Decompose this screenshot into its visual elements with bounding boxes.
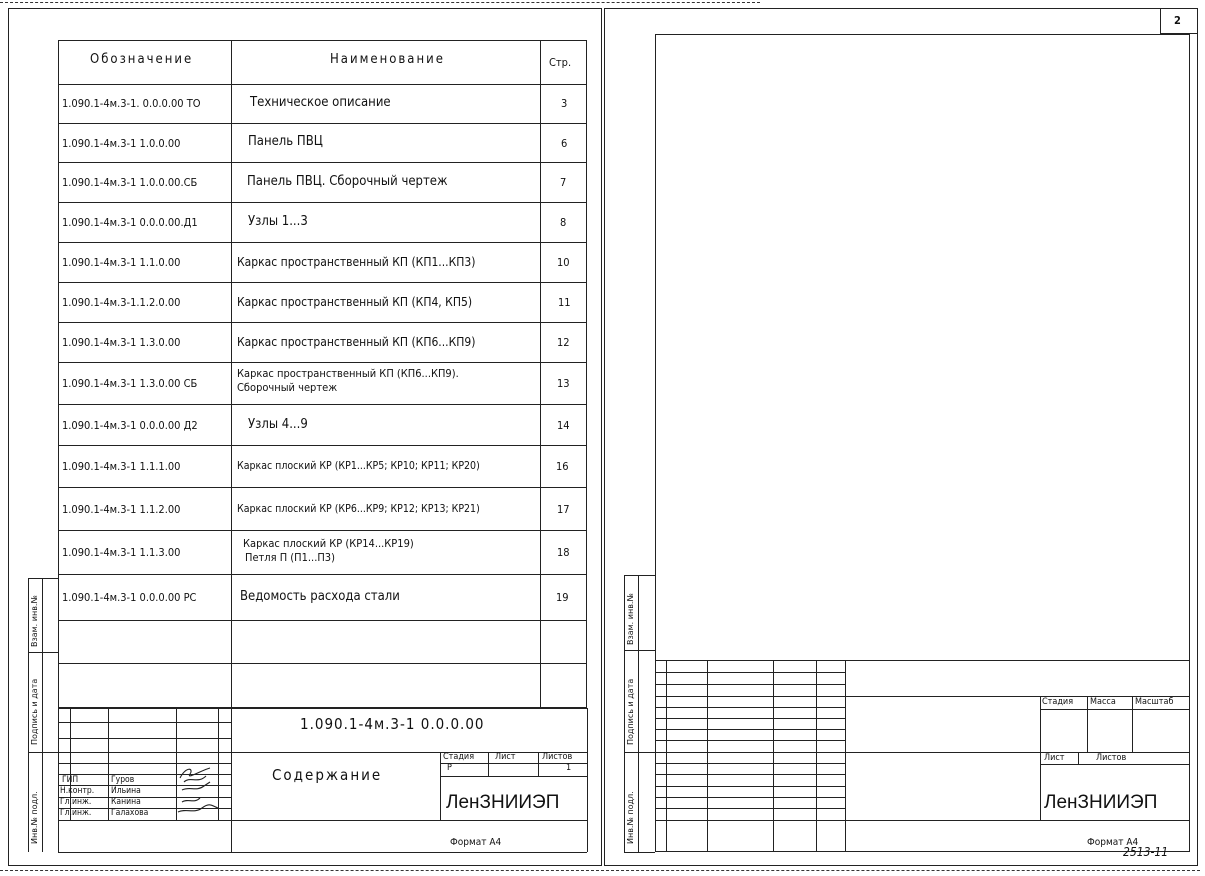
row-line — [58, 530, 587, 531]
person-role: Гл.инж. — [60, 808, 92, 818]
scan-dash-top — [0, 2, 760, 3]
row-line — [58, 487, 587, 488]
side-strip-line — [28, 652, 58, 653]
row-page: 6 — [561, 137, 568, 150]
row-designation: 1.090.1-4м.3-1 1.3.0.00 — [62, 336, 181, 349]
stamp-line — [845, 660, 846, 852]
side-strip-line — [624, 650, 655, 651]
person-role: ГИП — [62, 775, 79, 785]
stamp-line — [1040, 764, 1190, 765]
row-page: 12 — [557, 336, 570, 349]
side-strip-line — [28, 578, 58, 579]
stamp-line — [58, 820, 587, 821]
row-page: 3 — [561, 97, 568, 110]
row-designation: 1.090.1-4м.3-1 1.1.3.00 — [62, 546, 181, 559]
side-strip-line — [624, 575, 625, 852]
person-name: Гуров — [111, 775, 135, 785]
side-strip-line — [624, 752, 655, 753]
row-designation: 1.090.1-4м.3-1 0.0.0.00 РС — [62, 591, 197, 604]
stamp-line — [816, 660, 817, 852]
row-designation: 1.090.1-4м.3-1 1.3.0.00 СБ — [62, 377, 198, 390]
row-name: Каркас пространственный КП (КП1...КП3) — [237, 255, 476, 269]
signature-mark — [176, 764, 220, 820]
stamp-line — [58, 722, 231, 723]
row-page: 8 — [560, 216, 567, 229]
stamp-line — [1040, 709, 1190, 710]
stamp-line — [1040, 696, 1041, 820]
header-name: Наименование — [330, 52, 445, 67]
row-line — [58, 123, 587, 124]
stamp-scale-header: Масштаб — [1135, 697, 1174, 707]
row-designation: 1.090.1-4м.3-1. 0.0.0.00 ТО — [62, 97, 201, 110]
person-role: Н.контр. — [60, 786, 95, 796]
stamp-title: Содержание — [272, 766, 383, 784]
stamp-line — [108, 708, 109, 820]
row-name: Техническое описание — [250, 95, 391, 110]
row-name-line2: Петля П (П1...П3) — [245, 551, 335, 564]
stamp-stage-header: Стадия — [1042, 697, 1074, 707]
side-strip-line — [28, 578, 29, 852]
row-designation: 1.090.1-4м.3-1 0.0.0.00 Д2 — [62, 419, 198, 432]
organization-name: ЛенЗНИИЭП — [1044, 792, 1158, 813]
row-line — [58, 242, 587, 243]
side-strip-line — [638, 575, 639, 852]
person-name: Канина — [111, 797, 141, 807]
row-name: Узлы 4...9 — [248, 417, 308, 432]
stamp-line — [440, 776, 587, 777]
stamp-sheet-header: Лист — [1044, 753, 1065, 763]
row-page: 10 — [557, 256, 570, 269]
row-line — [58, 404, 587, 405]
row-line — [58, 322, 587, 323]
row-name: Каркас пространственный КП (КП6...КП9). — [237, 367, 459, 380]
stamp-line — [587, 708, 588, 852]
side-strip-line — [58, 578, 59, 852]
stamp-mass-header: Масса — [1090, 697, 1116, 707]
format-label: Формат А4 — [450, 837, 502, 848]
row-designation: 1.090.1-4м.3-1 0.0.0.00.Д1 — [62, 216, 198, 229]
col-divider-2 — [540, 40, 541, 708]
row-page: 19 — [556, 591, 569, 604]
side-strip-line — [42, 578, 43, 852]
row-page: 13 — [557, 377, 570, 390]
stamp-stage-header: Стадия — [443, 752, 475, 762]
row-designation: 1.090.1-4м.3-1 1.1.1.00 — [62, 460, 181, 473]
stamp-line — [773, 660, 774, 852]
row-line — [58, 362, 587, 363]
person-name: Галахова — [111, 808, 149, 818]
side-label-replace: Взам. инв.№ — [626, 593, 635, 645]
stamp-sheet-header: Лист — [495, 752, 516, 762]
stamp-line — [707, 660, 708, 852]
stamp-line — [440, 763, 587, 764]
header-designation: Обозначение — [90, 52, 194, 67]
row-designation: 1.090.1-4м.3-1 1.1.2.00 — [62, 503, 181, 516]
stamp-line — [58, 708, 587, 709]
row-page: 17 — [557, 503, 570, 516]
row-name: Каркас пространственный КП (КП6...КП9) — [237, 335, 476, 349]
row-page: 14 — [557, 419, 570, 432]
row-name: Панель ПВЦ. Сборочный чертеж — [247, 174, 448, 189]
row-page: 16 — [556, 460, 569, 473]
row-name: Ведомость расхода стали — [240, 589, 400, 604]
row-line — [58, 445, 587, 446]
side-strip-line — [28, 752, 58, 753]
row-line — [58, 663, 587, 664]
page-number: 2 — [1174, 14, 1181, 27]
side-label-signature: Подпись и дата — [626, 678, 635, 745]
format-label: Формат А4 — [1087, 837, 1139, 848]
stamp-line — [488, 752, 489, 776]
row-designation: 1.090.1-4м.3-1 1.0.0.00 — [62, 137, 181, 150]
stamp-line — [538, 752, 539, 776]
row-name: Каркас пространственный КП (КП4, КП5) — [237, 295, 473, 309]
row-line — [58, 574, 587, 575]
row-line — [58, 84, 587, 85]
row-line — [58, 282, 587, 283]
row-line — [58, 162, 587, 163]
row-name-line2: Сборочный чертеж — [237, 381, 338, 394]
stamp-sheets-value: 1 — [566, 763, 572, 773]
row-name: Узлы 1...3 — [248, 214, 308, 229]
row-designation: 1.090.1-4м.3-1 1.0.0.00.СБ — [62, 176, 198, 189]
scan-dash-bottom — [0, 870, 1200, 871]
row-name: Каркас плоский КР (КР6...КР9; КР12; КР13; КР21) — [237, 503, 480, 515]
row-line — [58, 620, 587, 621]
row-page: 7 — [560, 176, 567, 189]
archive-number: 2513-11 — [1123, 845, 1169, 859]
stamp-line — [1087, 696, 1088, 752]
row-page: 18 — [557, 546, 570, 559]
organization-name: ЛенЗНИИЭП — [446, 792, 560, 813]
row-page: 11 — [558, 296, 571, 309]
side-strip-line — [624, 575, 655, 576]
stamp-stage-value: Р — [447, 763, 452, 773]
header-page: Стр. — [549, 56, 572, 69]
stamp-code: 1.090.1-4м.3-1 0.0.0.00 — [300, 715, 485, 733]
person-name: Ильина — [111, 786, 141, 796]
stamp-line — [1132, 696, 1133, 752]
row-name: Каркас плоский КР (КР14...КР19) — [243, 537, 414, 550]
row-designation: 1.090.1-4м.3-1 1.1.0.00 — [62, 256, 181, 269]
side-label-inv: Инв.№ подл. — [626, 791, 635, 844]
stamp-line — [58, 738, 231, 739]
row-name: Панель ПВЦ — [248, 134, 323, 149]
side-label-inv: Инв.№ подл. — [30, 791, 39, 844]
stamp-sheets-header: Листов — [542, 752, 573, 762]
side-strip-line — [624, 852, 655, 853]
stamp-sheets-header: Листов — [1096, 753, 1127, 763]
stamp-line — [1078, 752, 1079, 764]
stamp-line — [58, 852, 587, 853]
stamp-line — [655, 820, 1190, 821]
side-label-replace: Взам. инв.№ — [30, 595, 39, 647]
stamp-line — [666, 660, 667, 852]
row-designation: 1.090.1-4м.3-1.1.2.0.00 — [62, 296, 181, 309]
row-line — [58, 202, 587, 203]
stamp-line — [655, 660, 1190, 661]
row-name: Каркас плоский КР (КР1...КР5; КР10; КР11; КР20) — [237, 460, 480, 472]
side-label-signature: Подпись и дата — [30, 678, 39, 745]
person-role: Гл.инж. — [60, 797, 92, 807]
